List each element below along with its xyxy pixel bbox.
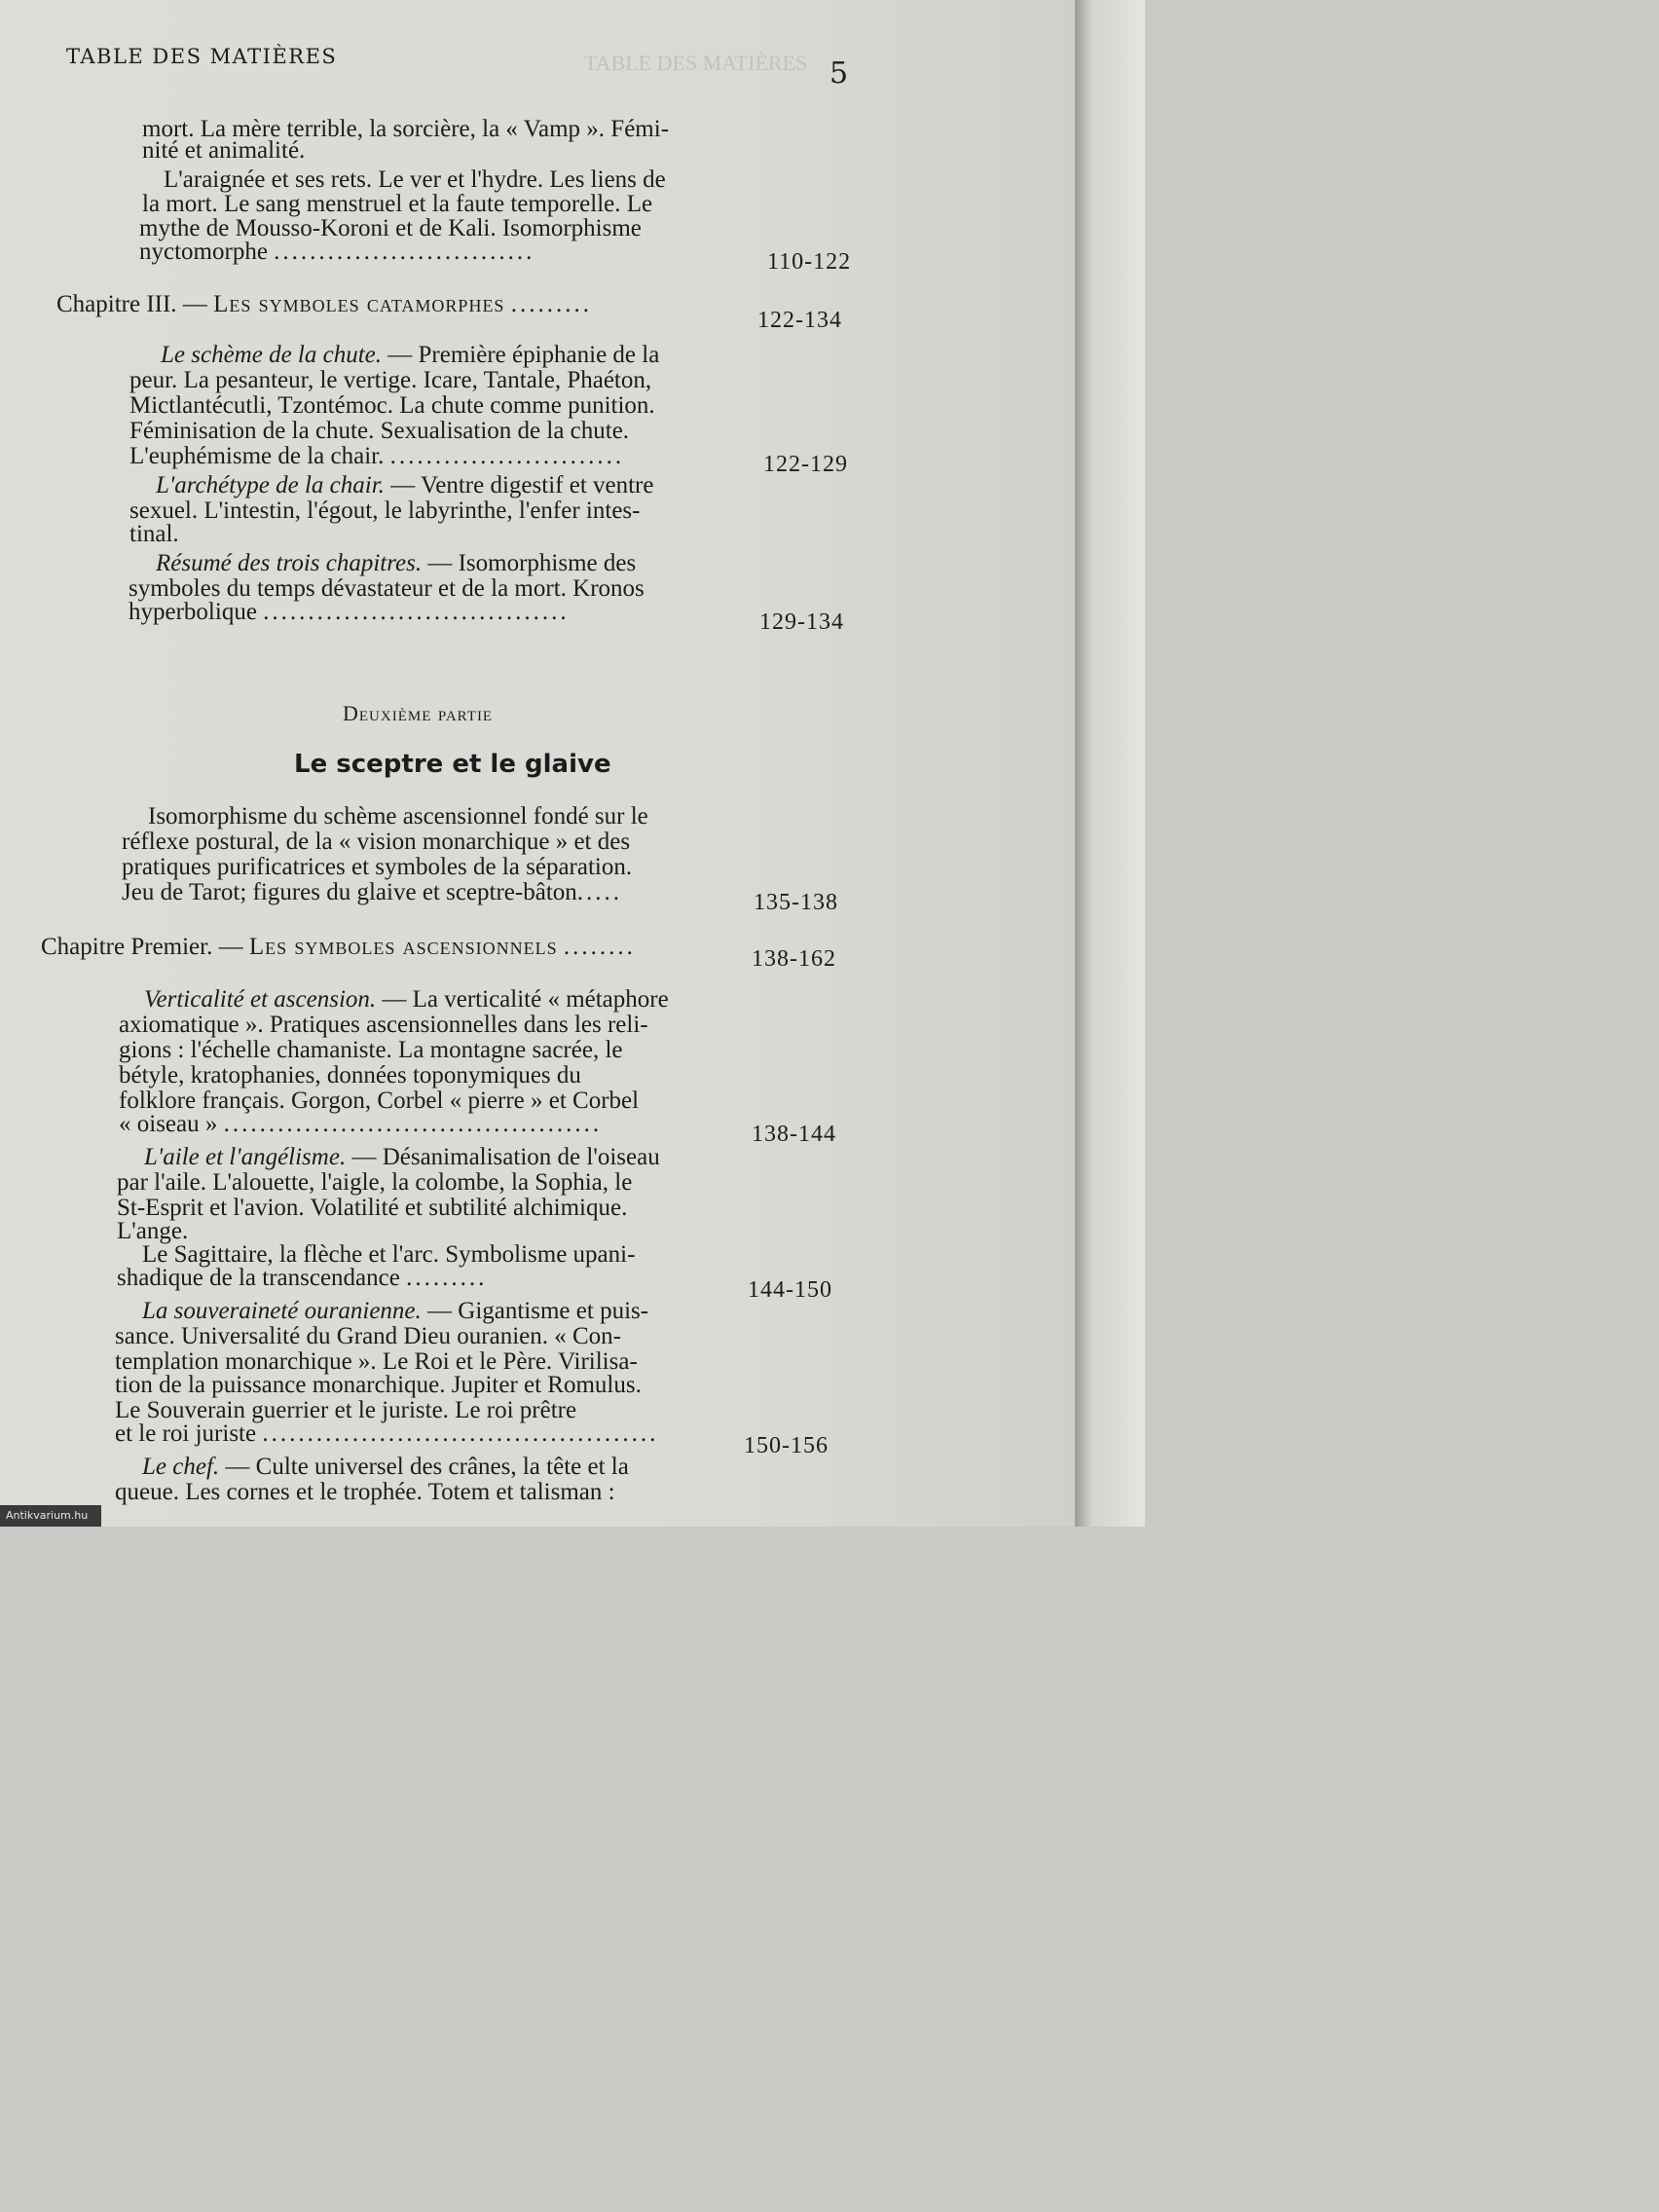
- text-line: mort. La mère terrible, la sorcière, la « Vamp ». Fémi-: [142, 116, 670, 142]
- text-line: tinal.: [129, 521, 179, 547]
- text-line: axiomatique ». Pratiques ascensionnelles dans les reli-: [119, 1012, 648, 1038]
- text-line: et le roi juriste ............................................: [115, 1420, 659, 1447]
- text-line: symboles du temps dévastateur et de la mort. Kronos: [129, 575, 645, 602]
- text-line: Le chef. — Culte universel des crânes, la tête et la: [142, 1454, 629, 1480]
- text-line: L'araignée et ses rets. Le ver et l'hydre. Les liens de: [164, 166, 666, 193]
- text-line: « oiseau » ..........................................: [119, 1111, 603, 1137]
- text-line: hyperbolique ..................................: [129, 599, 570, 625]
- text-line: Le schème de la chute. — Première épiphanie de la: [161, 342, 660, 368]
- text-line: Résumé des trois chapitres. — Isomorphisme des: [156, 550, 637, 576]
- text-line: templation monarchique ». Le Roi et le Père. Virilisa-: [115, 1348, 638, 1375]
- text-line: la mort. Le sang menstruel et la faute temporelle. Le: [142, 191, 653, 217]
- page-gutter-shadow: [1075, 0, 1145, 1527]
- text-line: Féminisation de la chute. Sexualisation de la chute.: [129, 418, 630, 444]
- page-range: 138-144: [752, 1122, 836, 1147]
- text-line: Le Souverain guerrier et le juriste. Le roi prêtre: [115, 1397, 577, 1423]
- text-line: Jeu de Tarot; figures du glaive et sceptre-bâton.....: [122, 879, 623, 905]
- page-range: 122-129: [763, 452, 848, 477]
- text-line: nité et animalité.: [142, 137, 306, 164]
- page-range: 122-134: [757, 308, 842, 333]
- text-line: L'aile et l'angélisme. — Désanimalisation de l'oiseau: [144, 1144, 660, 1170]
- text-line: bétyle, kratophanies, données toponymiques du: [119, 1062, 581, 1088]
- page-range: 150-156: [744, 1433, 829, 1458]
- text-line: La souveraineté ouranienne. — Gigantisme et puis-: [142, 1298, 649, 1324]
- text-line: L'euphémisme de la chair. ..........................: [129, 443, 625, 469]
- page-range: 144-150: [748, 1277, 832, 1303]
- text-line: sance. Universalité du Grand Dieu ouranien. « Con-: [115, 1323, 621, 1349]
- bleed-through: TABLE DES MATIÈRES: [584, 51, 808, 75]
- text-line: sexuel. L'intestin, l'égout, le labyrinthe, l'enfer intes-: [129, 498, 641, 524]
- text-line: pratiques purificatrices et symboles de la séparation.: [122, 854, 633, 880]
- text-line: folklore français. Gorgon, Corbel « pierre » et Corbel: [119, 1088, 640, 1114]
- text-line: par l'aile. L'alouette, l'aigle, la colombe, la Sophia, le: [117, 1169, 633, 1196]
- text-line: Le Sagittaire, la flèche et l'arc. Symbolisme upani-: [142, 1241, 636, 1268]
- text-line: Isomorphisme du schème ascensionnel fondé sur le: [148, 803, 648, 830]
- text-line: mythe de Mousso-Koroni et de Kali. Isomorphisme: [139, 215, 642, 241]
- chapter-heading: Chapitre Premier. — Les symboles ascensionnels ........: [41, 934, 636, 960]
- text-line: Verticalité et ascension. — La verticalité « métaphore: [144, 986, 669, 1013]
- text-line: Mictlantécutli, Tzontémoc. La chute comme punition.: [129, 392, 655, 419]
- text-line: shadique de la transcendance .........: [117, 1265, 488, 1291]
- text-line: gions : l'échelle chamaniste. La montagne sacrée, le: [119, 1037, 623, 1063]
- page-range: 138-162: [752, 946, 836, 972]
- running-header: TABLE DES MATIÈRES: [66, 45, 338, 68]
- watermark: Antikvarium.hu: [0, 1505, 101, 1527]
- text-line: nyctomorphe .............................: [139, 239, 535, 265]
- text-line: réflexe postural, de la « vision monarchique » et des: [122, 829, 631, 855]
- part-label: Deuxième partie: [343, 701, 494, 725]
- text-line: L'ange.: [117, 1218, 189, 1244]
- page-range: 129-134: [759, 609, 844, 635]
- text-line: tion de la puissance monarchique. Jupiter et Romulus.: [115, 1372, 642, 1398]
- part-title: Le sceptre et le glaive: [294, 750, 611, 779]
- page-number: 5: [830, 56, 849, 91]
- text-line: queue. Les cornes et le trophée. Totem et talisman :: [115, 1479, 615, 1505]
- page-range: 110-122: [767, 249, 852, 275]
- text-line: L'archétype de la chair. — Ventre digestif et ventre: [156, 472, 654, 498]
- text-line: peur. La pesanteur, le vertige. Icare, Tantale, Phaéton,: [129, 367, 652, 393]
- chapter-heading: Chapitre III. — Les symboles catamorphes .........: [56, 291, 592, 317]
- page-range: 135-138: [754, 890, 838, 915]
- text-line: St-Esprit et l'avion. Volatilité et subtilité alchimique.: [117, 1195, 628, 1221]
